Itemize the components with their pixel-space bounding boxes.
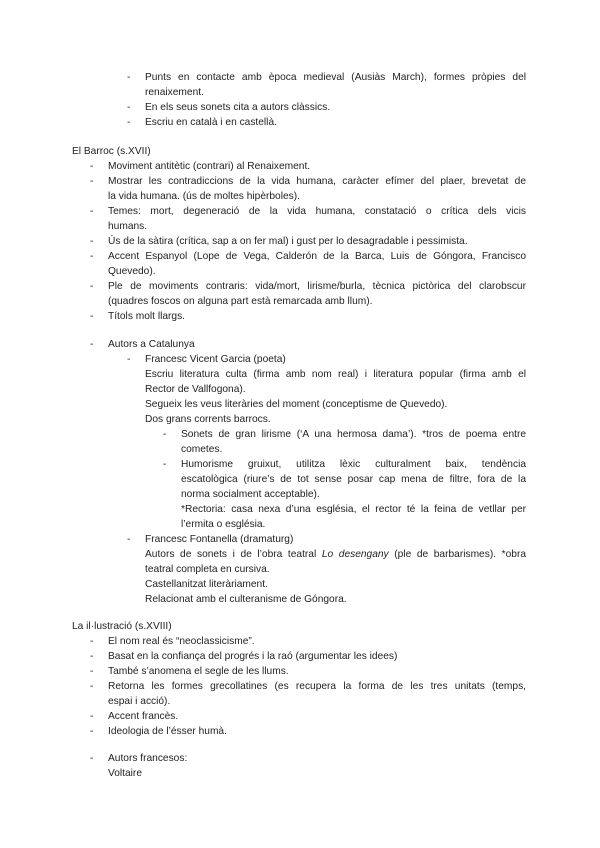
list-item-line: Temes: mort, degeneració de la vida humana, constatació o crítica dels vicis <box>108 206 526 217</box>
section-heading-barroc: El Barroc (s.XVII) <box>72 146 151 157</box>
bullet-dash: - <box>90 753 94 764</box>
section-heading-illustracio: La il·lustració (s.XVIII) <box>72 621 172 632</box>
corrent-line: norma socialment acceptable). <box>181 489 320 500</box>
author-name-voltaire: Voltaire <box>108 768 142 779</box>
bullet-dash: - <box>90 161 94 172</box>
corrent-line: Sonets de gran lirisme (‘A una hermosa dama’). *tros de poema entre <box>181 429 526 440</box>
corrent-line: l’ermita o església. <box>181 519 266 530</box>
author-desc-line: Dos grans corrents barrocs. <box>145 414 271 425</box>
list-item-line: espai i acció). <box>108 696 171 707</box>
bullet-dash: - <box>90 206 94 217</box>
bullet-dash: - <box>127 354 131 365</box>
list-item-line: Quevedo). <box>108 266 156 277</box>
list-item-line: Títols molt llargs. <box>108 311 185 322</box>
list-item-line: Accent Espanyol (Lope de Vega, Calderón de la Barca, Luis de Góngora, Francisco <box>108 251 526 262</box>
list-item-line: En els seus sonets cita a autors clàssics. <box>145 102 331 113</box>
corrent-line: Humorisme gruixut, utilitza lèxic culturalment baix, tendència <box>181 459 526 470</box>
list-item-line: També s’anomena el segle de les llums. <box>108 666 289 677</box>
bullet-dash: - <box>90 681 94 692</box>
bullet-dash: - <box>163 459 167 470</box>
author-desc-line: teatral completa en cursiva. <box>145 564 270 575</box>
bullet-dash: - <box>90 711 94 722</box>
list-item-line: Accent francès. <box>108 711 179 722</box>
author-desc-line: Rector de Vallfogona). <box>145 384 246 395</box>
bullet-dash: - <box>90 339 94 350</box>
list-item-line: Mostrar les contradiccions de la vida humana, caràcter efímer del plaer, brevetat de <box>108 176 526 187</box>
list-item-line: la vida humana. (ús de moltes hipèrboles). <box>108 191 300 202</box>
autors-label: Autors francesos: <box>108 753 188 764</box>
bullet-dash: - <box>127 117 131 128</box>
desc-text: (ple de barbarismes). *obra <box>388 549 526 560</box>
bullet-dash: - <box>90 666 94 677</box>
bullet-dash: - <box>127 102 131 113</box>
author-name-fontanella: Francesc Fontanella (dramaturg) <box>145 534 294 545</box>
author-desc-line: Relacionat amb el culteranisme de Góngora. <box>145 594 347 605</box>
corrent-line: escatològica (riure’s de tot sense posar cap mena de filtre, fora de la <box>181 474 526 485</box>
list-item-line: El nom real és “neoclassicisme”. <box>108 636 255 647</box>
bullet-dash: - <box>163 429 167 440</box>
bullet-dash: - <box>127 534 131 545</box>
bullet-dash: - <box>90 251 94 262</box>
list-item-line: Ús de la sàtira (crítica, sap a on fer mal) i gust per lo desagradable i pessimista. <box>108 236 468 247</box>
list-item-line: humans. <box>108 221 148 232</box>
author-desc-line: Segueix les veus literàries del moment (conceptisme de Quevedo). <box>145 399 448 410</box>
list-item-line: Moviment antitètic (contrari) al Renaixement. <box>108 161 311 172</box>
bullet-dash: - <box>127 72 131 83</box>
author-desc-line: Escriu literatura culta (firma amb nom real) i literatura popular (firma amb el <box>145 369 526 380</box>
bullet-dash: - <box>90 176 94 187</box>
author-desc-line <box>145 548 526 562</box>
autors-label: Autors a Catalunya <box>108 339 195 350</box>
author-desc-line: Castellanitzat literàriament. <box>145 579 268 590</box>
list-item-line: Ple de moviments contraris: vida/mort, lirisme/burla, tècnica pictòrica del clarobscur <box>108 281 526 292</box>
corrent-line: *Rectoria: casa nexa d’una església, el rector té la feina de vetllar per <box>181 504 526 515</box>
list-item-line: renaixement. <box>145 87 204 98</box>
work-title-italic: Lo desengany <box>321 549 389 560</box>
list-item-line: Ideologia de l’ésser humà. <box>108 726 227 737</box>
bullet-dash: - <box>90 636 94 647</box>
bullet-dash: - <box>90 726 94 737</box>
bullet-dash: - <box>90 651 94 662</box>
bullet-dash: - <box>90 281 94 292</box>
list-item-line: (quadres foscos on alguna part està remarcada amb llum). <box>108 296 373 307</box>
list-item-line: Retorna les formes grecollatines (es recupera la forma de les tres unitats (temps, <box>108 681 526 692</box>
desc-text: Autors de sonets i de l’obra teatral <box>145 549 322 560</box>
bullet-dash: - <box>90 236 94 247</box>
bullet-dash: - <box>90 311 94 322</box>
corrent-line: cometes. <box>181 444 223 455</box>
list-item-line: Punts en contacte amb època medieval (Ausiàs March), formes pròpies del <box>145 72 526 83</box>
list-item-line: Escriu en català i en castellà. <box>145 117 277 128</box>
list-item-line: Basat en la confiança del progrés i la raó (argumentar les idees) <box>108 651 398 662</box>
author-name-garcia: Francesc Vicent Garcia (poeta) <box>145 354 286 365</box>
